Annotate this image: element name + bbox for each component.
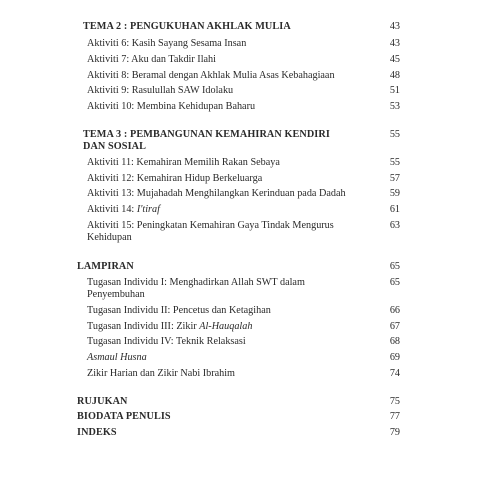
toc-entry-label: Aktiviti 13: Mujahadah Menghilangkan Kerinduan pada Dadah <box>87 188 346 199</box>
lampiran-page: 65 <box>389 261 400 272</box>
biodata-page: 77 <box>389 411 400 422</box>
toc-entry-label: Aktiviti 7: Aku dan Takdir Ilahi <box>87 54 216 65</box>
biodata-title: BIODATA PENULIS <box>77 411 171 422</box>
toc-entry-label-prefix: Aktiviti 14: <box>87 204 137 215</box>
tema3-title-line2: DAN SOSIAL <box>83 141 146 152</box>
toc-entry-page: 68 <box>389 336 400 347</box>
tema2-title: TEMA 2 : PENGUKUHAN AKHLAK MULIA <box>83 21 291 32</box>
toc-entry-page: 55 <box>389 157 400 168</box>
lampiran-title: LAMPIRAN <box>77 261 134 272</box>
toc-entry-page: 69 <box>389 352 400 363</box>
toc-entry-label: Aktiviti 9: Rasulullah SAW Idolaku <box>87 85 234 96</box>
toc-entry-label <box>87 321 372 333</box>
toc-entry-page: 48 <box>389 70 400 81</box>
toc-entry-label: Asmaul Husna <box>87 352 147 363</box>
toc-entry-label: Tugasan Individu IV: Teknik Relaksasi <box>87 336 246 347</box>
toc-entry-page: 67 <box>389 321 400 332</box>
toc-entry-page: 63 <box>389 220 400 231</box>
toc-entry-label: Aktiviti 10: Membina Kehidupan Baharu <box>87 101 256 112</box>
toc-entry-label: Aktiviti 12: Kemahiran Hidup Berkeluarga <box>87 173 263 184</box>
toc-entry-page: 74 <box>389 368 400 379</box>
toc-entry-page: 53 <box>389 101 400 112</box>
toc-entry-label <box>87 204 372 216</box>
indeks-page: 79 <box>389 427 400 438</box>
toc-entry-label-italic: Al-Hauqalah <box>199 321 253 332</box>
toc-entry-label: Zikir Harian dan Zikir Nabi Ibrahim <box>87 368 235 379</box>
toc-entry-label-prefix: Tugasan Individu III: Zikir <box>87 321 200 332</box>
toc-entry-label: Aktiviti 11: Kemahiran Memilih Rakan Sebaya <box>87 157 280 168</box>
toc-entry-label-line2: Penyembuhan <box>87 289 145 300</box>
toc-entry-page: 51 <box>389 85 400 96</box>
toc-entry-label-line2: Kehidupan <box>87 232 132 243</box>
tema3-title-line1: TEMA 3 : PEMBANGUNAN KEMAHIRAN KENDIRI <box>83 129 330 140</box>
toc-entry-page: 57 <box>389 173 400 184</box>
toc-entry-page: 59 <box>389 188 400 199</box>
toc-entry-page: 66 <box>389 305 400 316</box>
toc-entry-page: 43 <box>389 38 400 49</box>
toc-entry-label: Aktiviti 8: Beramal dengan Akhlak Mulia Asas Kebahagiaan <box>87 70 335 81</box>
indeks-title: INDEKS <box>77 427 117 438</box>
tema3-page: 55 <box>389 129 400 140</box>
rujukan-title: RUJUKAN <box>77 396 128 407</box>
tema2-page: 43 <box>389 21 400 32</box>
toc-entry-page: 61 <box>389 204 400 215</box>
rujukan-page: 75 <box>389 396 400 407</box>
toc-entry-label-line1: Tugasan Individu I: Menghadirkan Allah SWT dalam <box>87 277 305 288</box>
toc-entry-page: 45 <box>389 54 400 65</box>
toc-entry-page: 65 <box>389 277 400 288</box>
toc-entry-label: Tugasan Individu II: Pencetus dan Ketagihan <box>87 305 271 316</box>
toc-entry-label: Aktiviti 6: Kasih Sayang Sesama Insan <box>87 38 247 49</box>
toc-entry-label-line1: Aktiviti 15: Peningkatan Kemahiran Gaya Tindak Mengurus <box>87 220 334 231</box>
toc-entry-label-italic: I'tiraf <box>136 204 160 215</box>
